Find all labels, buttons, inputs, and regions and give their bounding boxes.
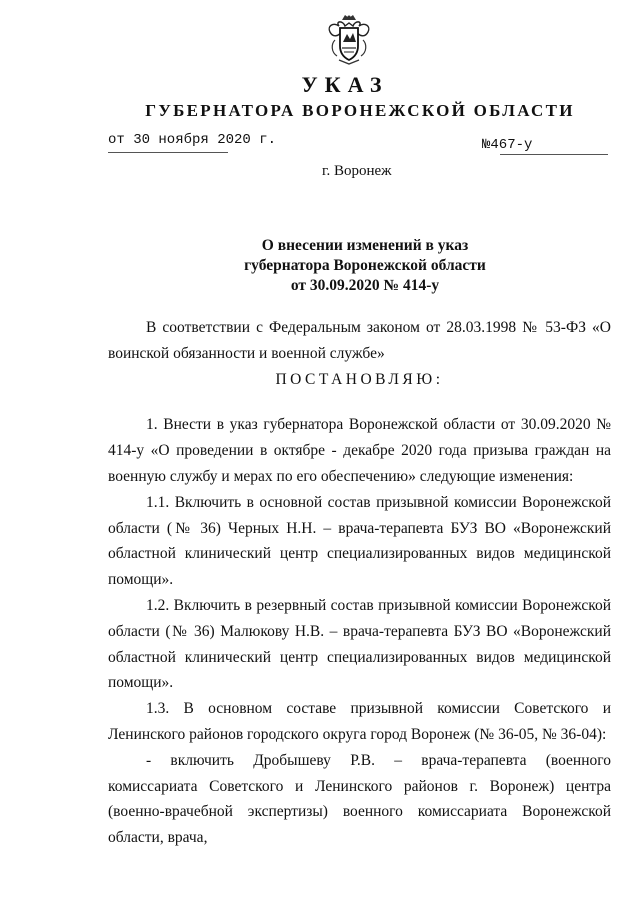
document-number: №467-у bbox=[482, 137, 533, 153]
paragraph-1-3: 1.3. В основном составе призывной комиссии Советского и Ленинского районов городского округа город Воронеж (№ 36-05, № 36-04): bbox=[108, 700, 611, 743]
date-underline bbox=[108, 152, 228, 153]
document-subtitle: ГУБЕРНАТОРА ВОРОНЕЖСКОЙ ОБЛАСТИ bbox=[145, 101, 575, 120]
paragraph-1-2: 1.2. Включить в резервный состав призывной комиссии Воронежской области (№ 36) Малюкову Н.В. – врача-терапевта БУЗ ВО «Воронежский областной клинический центр специализированных видов медицинской помощи». bbox=[108, 596, 611, 692]
coat-of-arms-emblem bbox=[325, 12, 373, 66]
heading-line-3: от 30.09.2020 № 414-у bbox=[290, 277, 440, 294]
paragraph-1-3-item: - включить Дробышеву Р.В. – врача-терапевта (военного комиссариата Советского и Ленинского районов г. Воронеж) центра (военно-врачебной экспертизы) военного комиссариата Воронежской области, врача, bbox=[108, 751, 611, 847]
document-date: от 30 ноября 2020 г. bbox=[108, 132, 277, 148]
document-body bbox=[108, 315, 611, 851]
paragraph-1-1: 1.1. Включить в основной состав призывной комиссии Воронежской области (№ 36) Черных Н.Н. – врача-терапевта БУЗ ВО «Воронежский областной клинический центр специализированных видов медицинской помощи». bbox=[108, 493, 611, 589]
number-underline bbox=[500, 154, 608, 155]
paragraph-1: 1. Внести в указ губернатора Воронежской области от 30.09.2020 № 414-у «О проведении в октябре - декабре 2020 года призыва граждан на военную службу и мерах по его обеспечению» следующие изменения: bbox=[108, 416, 611, 485]
document-heading bbox=[0, 236, 640, 296]
heading-line-2: губернатора Воронежской области bbox=[244, 257, 486, 274]
intro-paragraph: В соответствии с Федеральным законом от 28.03.1998 № 53-ФЗ «О воинской обязанности и военной службе» bbox=[108, 319, 611, 362]
decree-word: ПОСТАНОВЛЯЮ: bbox=[275, 370, 444, 388]
document-title: УКАЗ bbox=[301, 72, 389, 97]
heading-line-1: О внесении изменений в указ bbox=[261, 237, 469, 254]
document-city: г. Воронеж bbox=[322, 163, 392, 179]
